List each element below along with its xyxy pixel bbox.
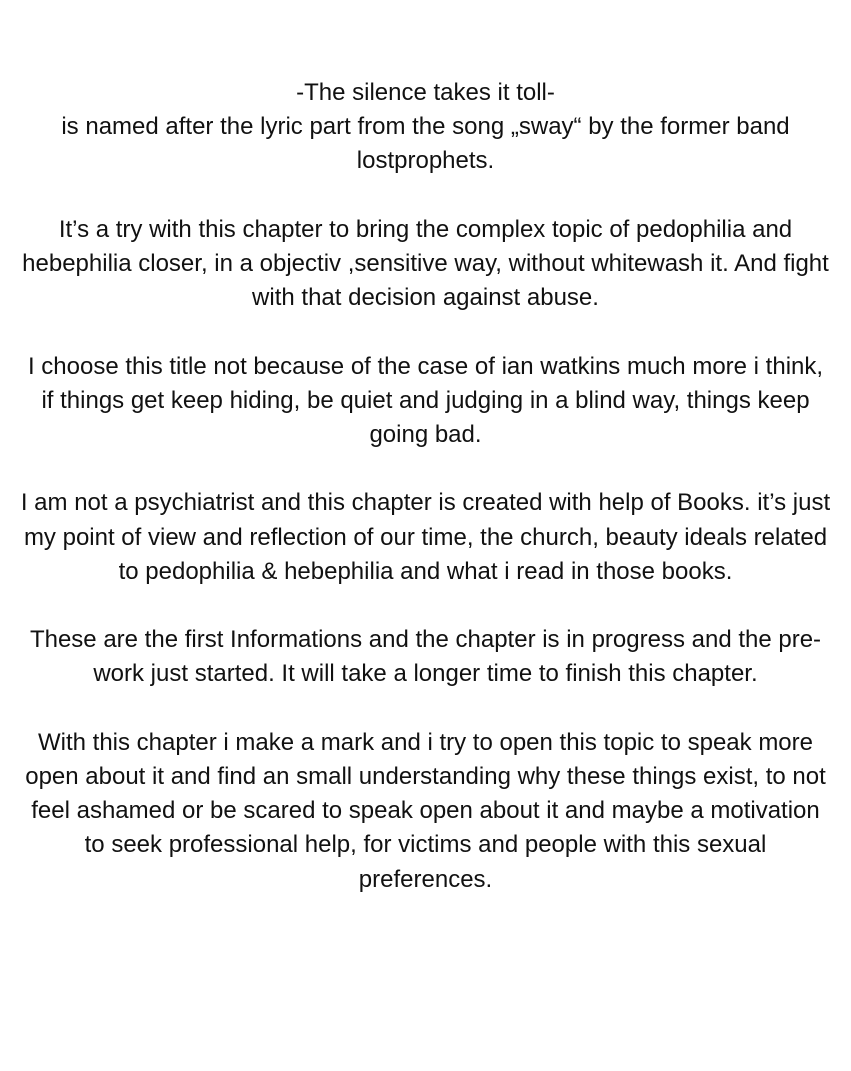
paragraph-motivation: With this chapter i make a mark and i try to open this topic to speak more open about it and find an small understanding why these things exist, to not feel ashamed or be scared to speak open about it and maybe a motivation to seek professional help, for victims and people with this sexual preferences.	[25, 728, 826, 893]
paragraph-title-choice: I choose this title not because of the case of ian watkins much more i think, if things get keep hiding, be quiet and judging in a blind way, things keep going bad.	[27, 352, 824, 448]
paragraph-purpose: It’s a try with this chapter to bring the complex topic of pedophilia and hebephilia closer, in a objectiv ,sensitive way, without whitewash it. And fight with that decision against abuse.	[22, 215, 829, 312]
paragraph-disclaimer: I am not a psychiatrist and this chapter is created with help of Books. it’s just my point of view and reflection of our time, the church, beauty ideals related to pedophilia & hebephilia and what i read in those books.	[20, 489, 831, 585]
paragraph-progress: These are the first Informations and the chapter is in progress and the pre-work just started. It will take a longer time to finish this chapter.	[29, 626, 822, 688]
document-body	[20, 76, 831, 931]
document-heading: -The silence takes it toll-	[296, 79, 555, 106]
paragraph-title-origin: is named after the lyric part from the song „sway“ by the former band lostprophets.	[61, 113, 790, 175]
intro-block	[20, 76, 831, 179]
